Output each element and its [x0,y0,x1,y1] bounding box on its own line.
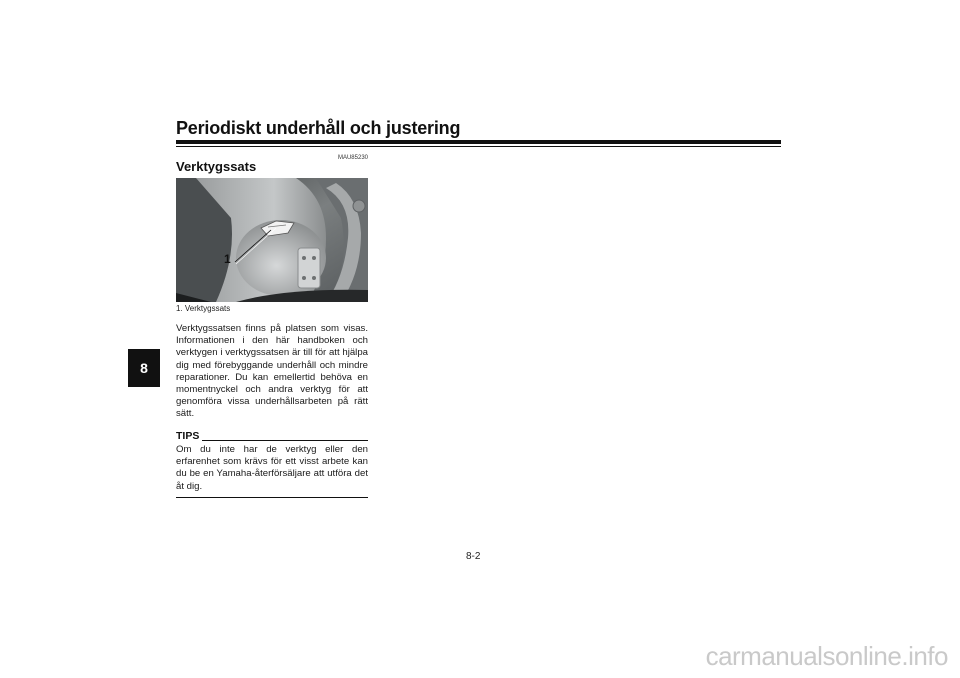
header-rule [176,140,781,144]
toolkit-photo-illustration [176,178,368,302]
toolkit-location-figure [176,178,368,302]
figure-caption: 1. Verktygssats [176,304,231,313]
tips-text: Om du inte har de verktyg eller den erfarenhet som krävs för ett visst arbete kan du be en Yamaha-återförsäljare att utföra det åt dig. [176,444,368,492]
page-number: 8-2 [466,551,481,562]
tips-rule [202,440,368,441]
tips-label: TIPS [176,430,200,442]
watermark[interactable]: carmanualsonline.info [705,641,948,671]
figure-callout-number: 1 [224,252,231,266]
tips-header [176,430,368,442]
section-title: Verktygssats [176,159,257,174]
tips-end-rule [176,497,368,498]
page-header-title: Periodiskt underhåll och justering [176,118,461,138]
body-paragraph: Verktygssatsen finns på platsen som visas. Informationen i den här handboken och verktygen i verktygssatsen är till för att hjälpa dig med förebyggande underhåll och mindre reparationer. Du kan emellertid behöva en momentnyckel och andra verktyg för att genomföra vissa underhållsarbeten på rätt sätt. [176,323,368,420]
chapter-tab: 8 [128,349,160,387]
reference-code: MAU85230 [337,155,368,161]
